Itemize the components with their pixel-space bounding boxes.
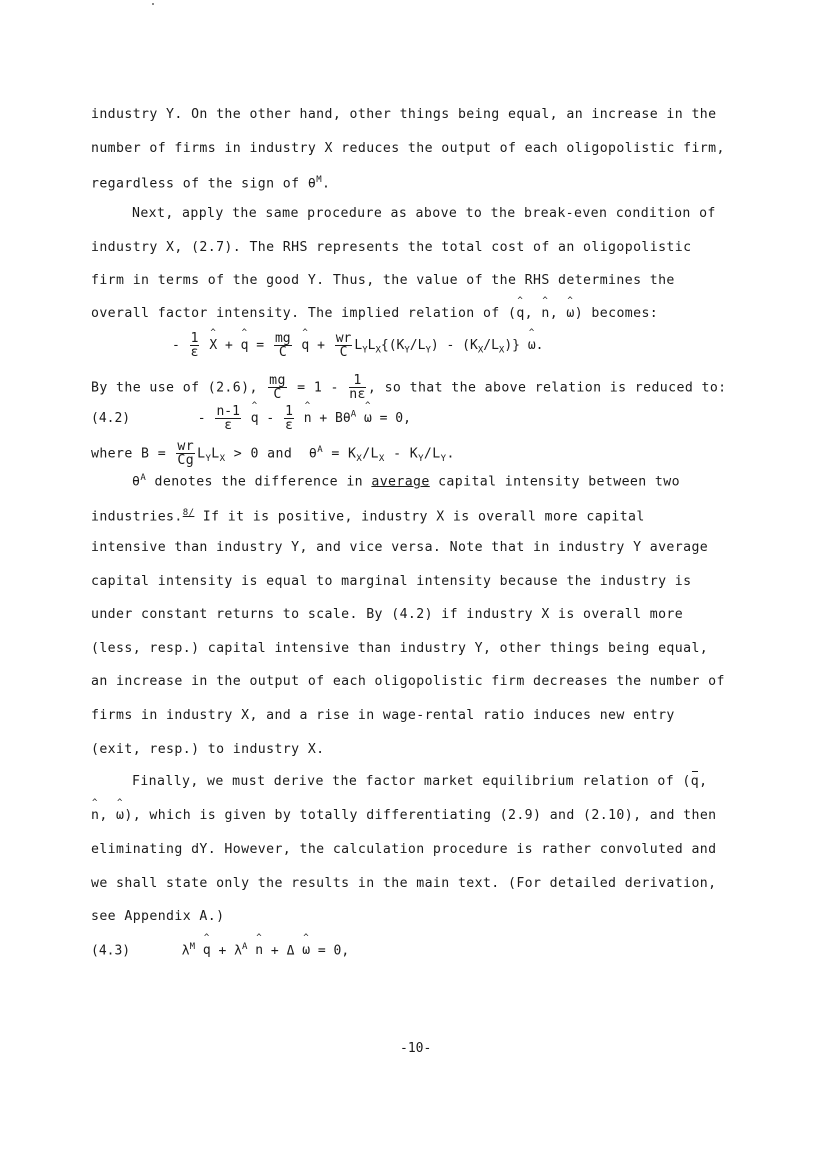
text-segment: denotes the difference in <box>154 474 364 490</box>
text-segment: If it is positive, industry X is overall more capital <box>202 509 645 525</box>
equation: - $\frac{1}{\varepsilon}$ ^ X + ^ q = $\frac{mg}{C}$ ^ q + $\frac{wr}{C}$ $L_YL_X\{(K_Y/L_Y) - (K_X/L_X)\}$ ^ ω. <box>172 332 543 359</box>
text-line: eliminating dY. However, the calculation procedure is rather convoluted and <box>91 842 717 857</box>
text-segment: Finally, we must derive the factor market equilibrium relation of <box>132 774 675 789</box>
text-line: regardless of the sign of $\theta^M$. <box>91 175 331 192</box>
text-segment: where B = <box>91 446 167 462</box>
text-line: firm in terms of the good Y. Thus, the value of the RHS determines the <box>91 273 675 288</box>
text-line: capital intensity is equal to marginal intensity because the industry is <box>91 574 692 589</box>
equation-4-3: (4.3) $\lambda^M$ ^ $q + \lambda^A$ ^ n + Δ ^ ω = 0, <box>91 942 349 958</box>
equation-label: (4.3) <box>91 943 131 959</box>
text-line: number of firms in industry X reduces the output of each oligopolistic firm, <box>91 141 725 156</box>
text-segment: regardless of the sign of <box>91 176 300 192</box>
text-line: Finally, we must derive the factor market equilibrium relation of (q, <box>132 774 708 789</box>
text-line: we shall state only the results in the main text. (For detailed derivation, <box>91 876 717 891</box>
equation-label: (4.2) <box>91 411 131 426</box>
text-segment: industries. <box>91 509 183 525</box>
page-number: -10- <box>400 1041 432 1056</box>
text-segment: By the use of (2.6), <box>91 380 258 396</box>
text-segment: so that the above relation is reduced to: <box>384 380 727 396</box>
text-line: where B = $\frac{wr}{Cg}$ $L_YL_X > 0$ and $\theta^A = K_X/L_X - K_Y/L_Y$. <box>91 439 455 468</box>
text-line <box>91 508 645 524</box>
text-line: intensive than industry Y, and vice versa. Note that in industry Y average <box>91 540 709 555</box>
text-segment: which is given by totally differentiating (2.9) and (2.10), and then <box>149 808 717 823</box>
text-line: under constant returns to scale. By (4.2) if industry X is overall more <box>91 607 684 622</box>
underlined-word: average <box>371 474 430 490</box>
text-line: an increase in the output of each oligopolistic firm decreases the number of <box>91 674 725 689</box>
footnote-marker: 8/ <box>182 508 195 518</box>
text-line: see Appendix A.) <box>91 909 225 924</box>
text-line: ^ n, ^ ω), which is given by totally differentiating (2.9) and (2.10), and then <box>91 808 717 823</box>
text-segment: becomes: <box>591 306 659 321</box>
text-segment: capital intensity between two <box>438 474 680 490</box>
text-line: firms in industry X, and a rise in wage-rental ratio induces new entry <box>91 708 675 723</box>
text-line: $\theta^A$ denotes the difference in average capital intensity between two <box>132 473 680 490</box>
text-line: industry Y. On the other hand, other things being equal, an increase in the <box>91 107 717 122</box>
text-segment: overall factor intensity. The implied relation of <box>91 306 500 321</box>
text-segment: > 0 and <box>233 446 293 462</box>
text-line: By the use of (2.6), $\frac{mg}{C}$ = 1 - $\frac{1}{n\varepsilon}$ , so that the above relation is reduced to: <box>91 373 727 402</box>
text-line: overall factor intensity. The implied relation of (^ q, ^ n, ^ ω) becomes: <box>91 306 658 321</box>
scan-speck <box>152 3 154 5</box>
text-line: Next, apply the same procedure as above to the break-even condition of <box>132 206 716 221</box>
text-line: (exit, resp.) to industry X. <box>91 742 325 757</box>
text-line: (less, resp.) capital intensive than industry Y, other things being equal, <box>91 641 709 656</box>
text-line: industry X, (2.7). The RHS represents the total cost of an oligopolistic <box>91 240 692 255</box>
equation-4-2: (4.2) - $\frac{n-1}{\varepsilon}$ ^ q - $\frac{1}{\varepsilon}$ ^ $n + B\theta^A$ ^ ω = 0, <box>91 405 411 432</box>
